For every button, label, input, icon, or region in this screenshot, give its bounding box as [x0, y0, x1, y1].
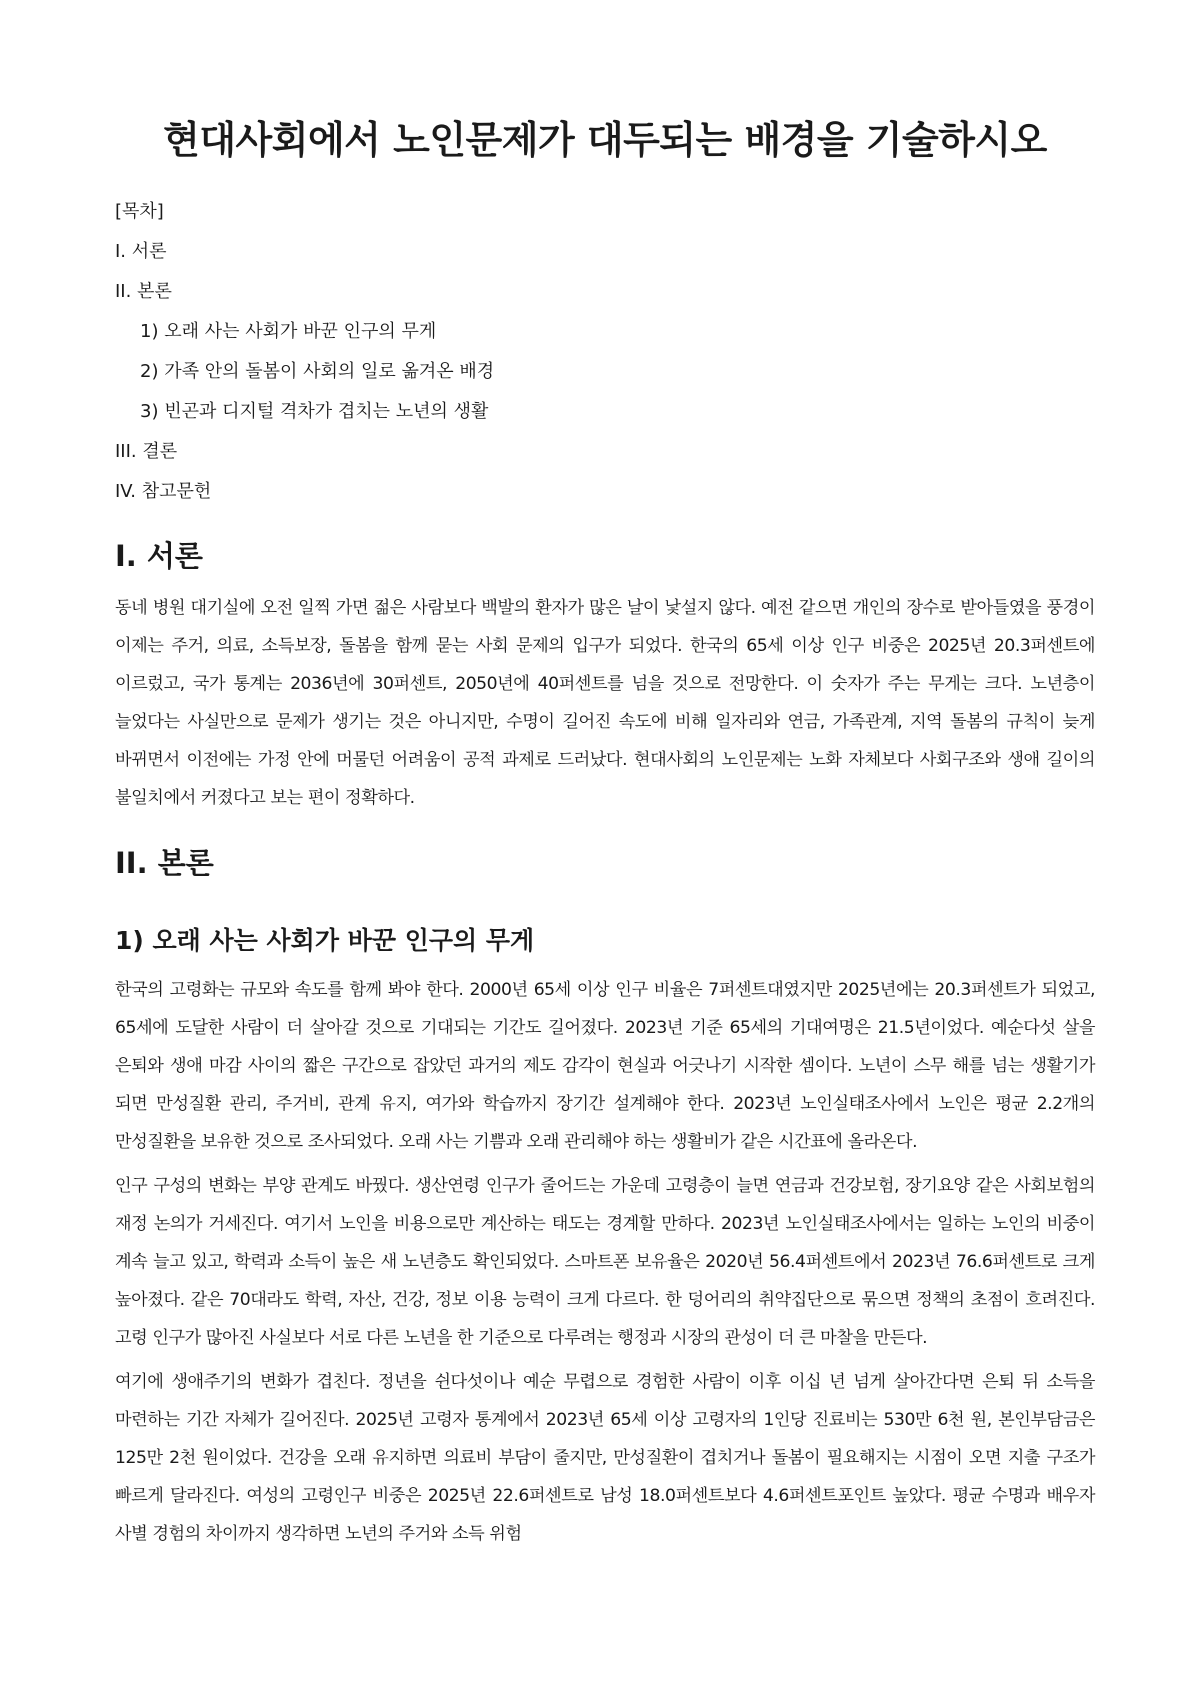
toc-item-body: II. 본론	[115, 280, 172, 302]
table-of-contents	[115, 192, 1095, 512]
introduction-paragraph: 동네 병원 대기실에 오전 일찍 가면 젊은 사람보다 백발의 환자가 많은 날이 낯설지 않다. 예전 같으면 개인의 장수로 받아들였을 풍경이 이제는 주거, 의료, 소득보장, 돌봄을 함께 묻는 사회 문제의 입구가 되었다. 한국의 65세 이상 인구 비중은 2025년 20.3퍼센트에 이르렀고, 국가 통계는 2036년에 30퍼센트, 2050년에 40퍼센트를 넘을 것으로 전망한다. 이 숫자가 주는 무게는 크다. 노년층이 늘었다는 사실만으로 문제가 생기는 것은 아니지만, 수명이 길어진 속도에 비해 일자리와 연금, 가족관계, 지역 돌봄의 규칙이 늦게 바뀌면서 이전에는 가정 안에 머물던 어려움이 공적 과제로 드러났다. 현대사회의 노인문제는 노화 자체보다 사회구조와 생애 길이의 불일치에서 커졌다고 보는 편이 정확하다.	[115, 598, 1095, 809]
section-spacer	[115, 823, 1095, 845]
subsection-heading-population: 1) 오래 사는 사회가 바꾼 인구의 무게	[115, 925, 535, 955]
body-paragraph: 인구 구성의 변화는 부양 관계도 바꿨다. 생산연령 인구가 줄어드는 가운데 고령층이 늘면 연금과 건강보험, 장기요양 같은 사회보험의 재정 논의가 거세진다. 여기서 노인을 비용으로만 계산하는 태도는 경계할 만하다. 2023년 노인실태조사에서는 일하는 노인의 비중이 계속 늘고 있고, 학력과 소득이 높은 새 노년층도 확인되었다. 스마트폰 보유율은 2020년 56.4퍼센트에서 2023년 76.6퍼센트로 크게 높아졌다. 같은 70대라도 학력, 자산, 건강, 정보 이용 능력이 크게 다르다. 한 덩어리의 취약집단으로 묶으면 정책의 초점이 흐려진다. 고령 인구가 많아진 사실보다 서로 다른 노년을 한 기준으로 다루려는 행정과 시장의 관성이 더 큰 마찰을 만든다.	[115, 1176, 1095, 1349]
toc-item-body-sub1: 1) 오래 사는 사회가 바꾼 인구의 무게	[140, 320, 437, 342]
toc-heading: [목차]	[115, 200, 164, 222]
toc-item-introduction: I. 서론	[115, 240, 167, 262]
toc-item-body-sub2: 2) 가족 안의 돌봄이 사회의 일로 옮겨온 배경	[140, 360, 495, 382]
body-paragraph: 여기에 생애주기의 변화가 겹친다. 정년을 쉰다섯이나 예순 무렵으로 경험한 사람이 이후 이십 년 넘게 살아간다면 은퇴 뒤 소득을 마련하는 기간 자체가 길어진다. 2025년 고령자 통계에서 2023년 65세 이상 고령자의 1인당 진료비는 530만 6천 원, 본인부담금은 125만 2천 원이었다. 건강을 오래 유지하면 의료비 부담이 줄지만, 만성질환이 겹치거나 돌봄이 필요해지는 시점이 오면 지출 구조가 빠르게 달라진다. 여성의 고령인구 비중은 2025년 22.6퍼센트로 남성 18.0퍼센트보다 4.6퍼센트포인트 높았다. 평균 수명과 배우자 사별 경험의 차이까지 생각하면 노년의 주거와 소득 위험	[115, 1372, 1095, 1545]
toc-item-conclusion: III. 결론	[115, 440, 178, 462]
section-heading-introduction: I. 서론	[115, 538, 203, 573]
subsection-spacer	[115, 897, 1095, 925]
body-paragraph: 한국의 고령화는 규모와 속도를 함께 봐야 한다. 2000년 65세 이상 인구 비율은 7퍼센트대였지만 2025년에는 20.3퍼센트가 되었고, 65세에 도달한 사람이 더 살아갈 것으로 기대되는 기간도 길어졌다. 2023년 기준 65세의 기대여명은 21.5년이었다. 예순다섯 살을 은퇴와 생애 마감 사이의 짧은 구간으로 잡았던 과거의 제도 감각이 현실과 어긋나기 시작한 셈이다. 노년이 스무 해를 넘는 생활기가 되면 만성질환 관리, 주거비, 관계 유지, 여가와 학습까지 장기간 설계해야 한다. 2023년 노인실태조사에서 노인은 평균 2.2개의 만성질환을 보유한 것으로 조사되었다. 오래 사는 기쁨과 오래 관리해야 하는 생활비가 같은 시간표에 올라온다.	[115, 980, 1095, 1153]
toc-item-references: IV. 참고문헌	[115, 480, 212, 502]
toc-item-body-sub3: 3) 빈곤과 디지털 격차가 겹치는 노년의 생활	[140, 400, 489, 422]
document-title: 현대사회에서 노인문제가 대두되는 배경을 기술하시오	[163, 118, 1047, 162]
section-heading-body: II. 본론	[115, 846, 214, 881]
